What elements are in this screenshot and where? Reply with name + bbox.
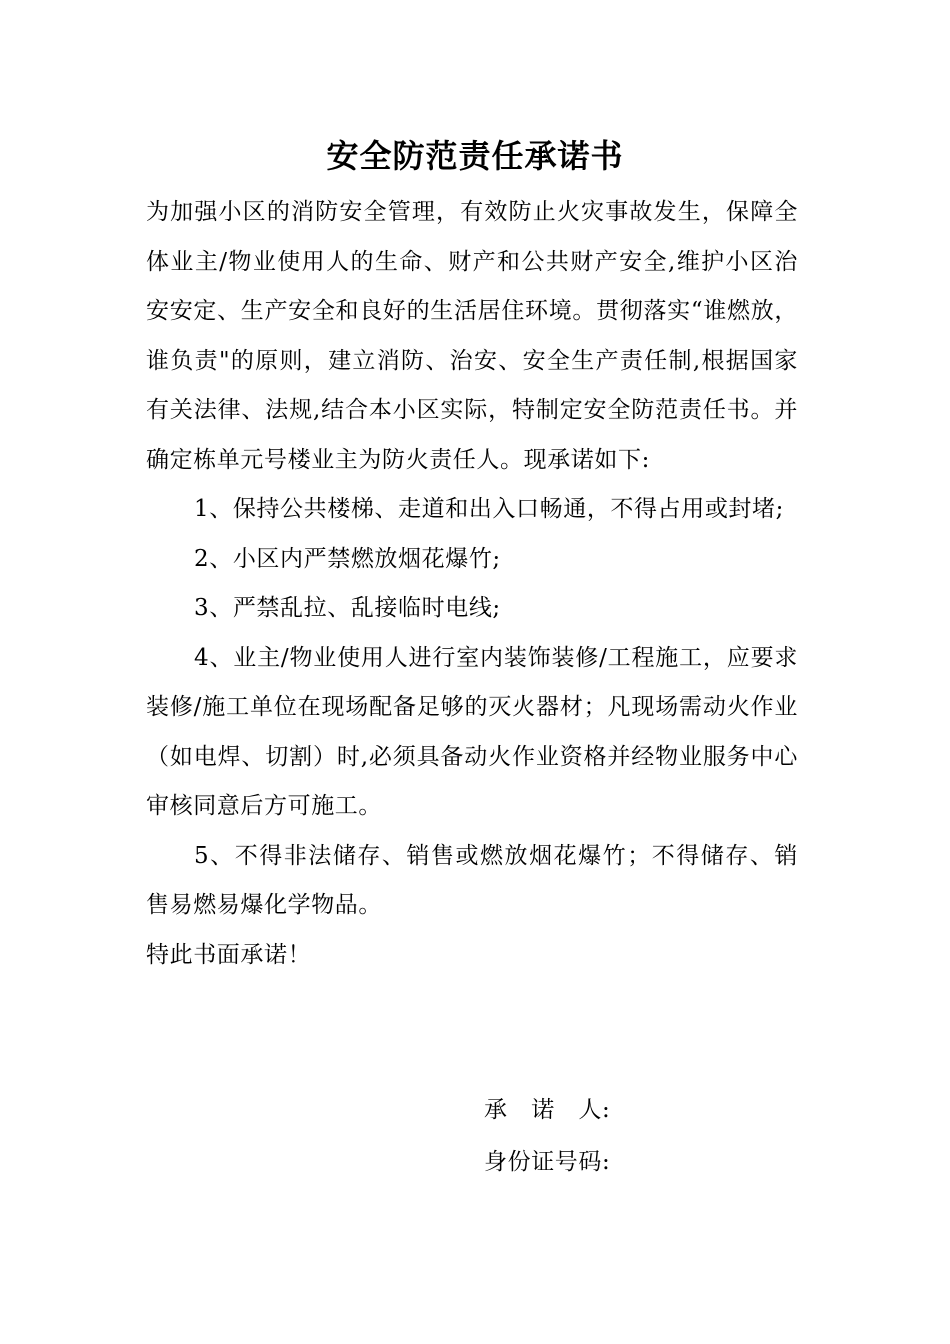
intro-paragraph: 为加强小区的消防安全管理，有效防止火灾事故发生，保障全体业主/物业使用人的生命、财产和公共财产安全,维护小区治安安定、生产安全和良好的生活居住环境。贯彻落实“谁燃放，谁负责"的原则，建立消防、治安、安全生产责任制,根据国家有关法律、法规,结合本小区实际，特制定安全防范责任书。并确定栋单元号楼业主为防火责任人。现承诺如下: [146, 199, 798, 473]
commitment-item-5: 5、不得非法储存、销售或燃放烟花爆竹；不得储存、销售易燃易爆化学物品。 [146, 842, 798, 918]
commitment-item-1: 1、保持公共楼梯、走道和出入口畅通，不得占用或封堵; [194, 496, 784, 522]
commitment-item-3: 3、严禁乱拉、乱接临时电线; [194, 595, 501, 621]
commitment-item-2: 2、小区内严禁燃放烟花爆竹; [194, 545, 501, 572]
commitment-item-4: 4、业主/物业使用人进行室内装饰装修/工程施工，应要求装修/施工单位在现场配备足够的灭火器材；凡现场需动火作业（如电焊、切割）时,必须具备动火作业资格并经物业服务中心审核同意后方可施工。 [146, 644, 798, 819]
promisor-label: 承 诺 人: [484, 1097, 611, 1123]
document-title: 安全防范责任承诺书 [326, 137, 624, 175]
closing-statement: 特此书面承诺！ [146, 941, 312, 968]
document-body [146, 188, 798, 980]
id-number-label: 身份证号码: [484, 1149, 611, 1175]
signature-block [484, 1084, 610, 1188]
